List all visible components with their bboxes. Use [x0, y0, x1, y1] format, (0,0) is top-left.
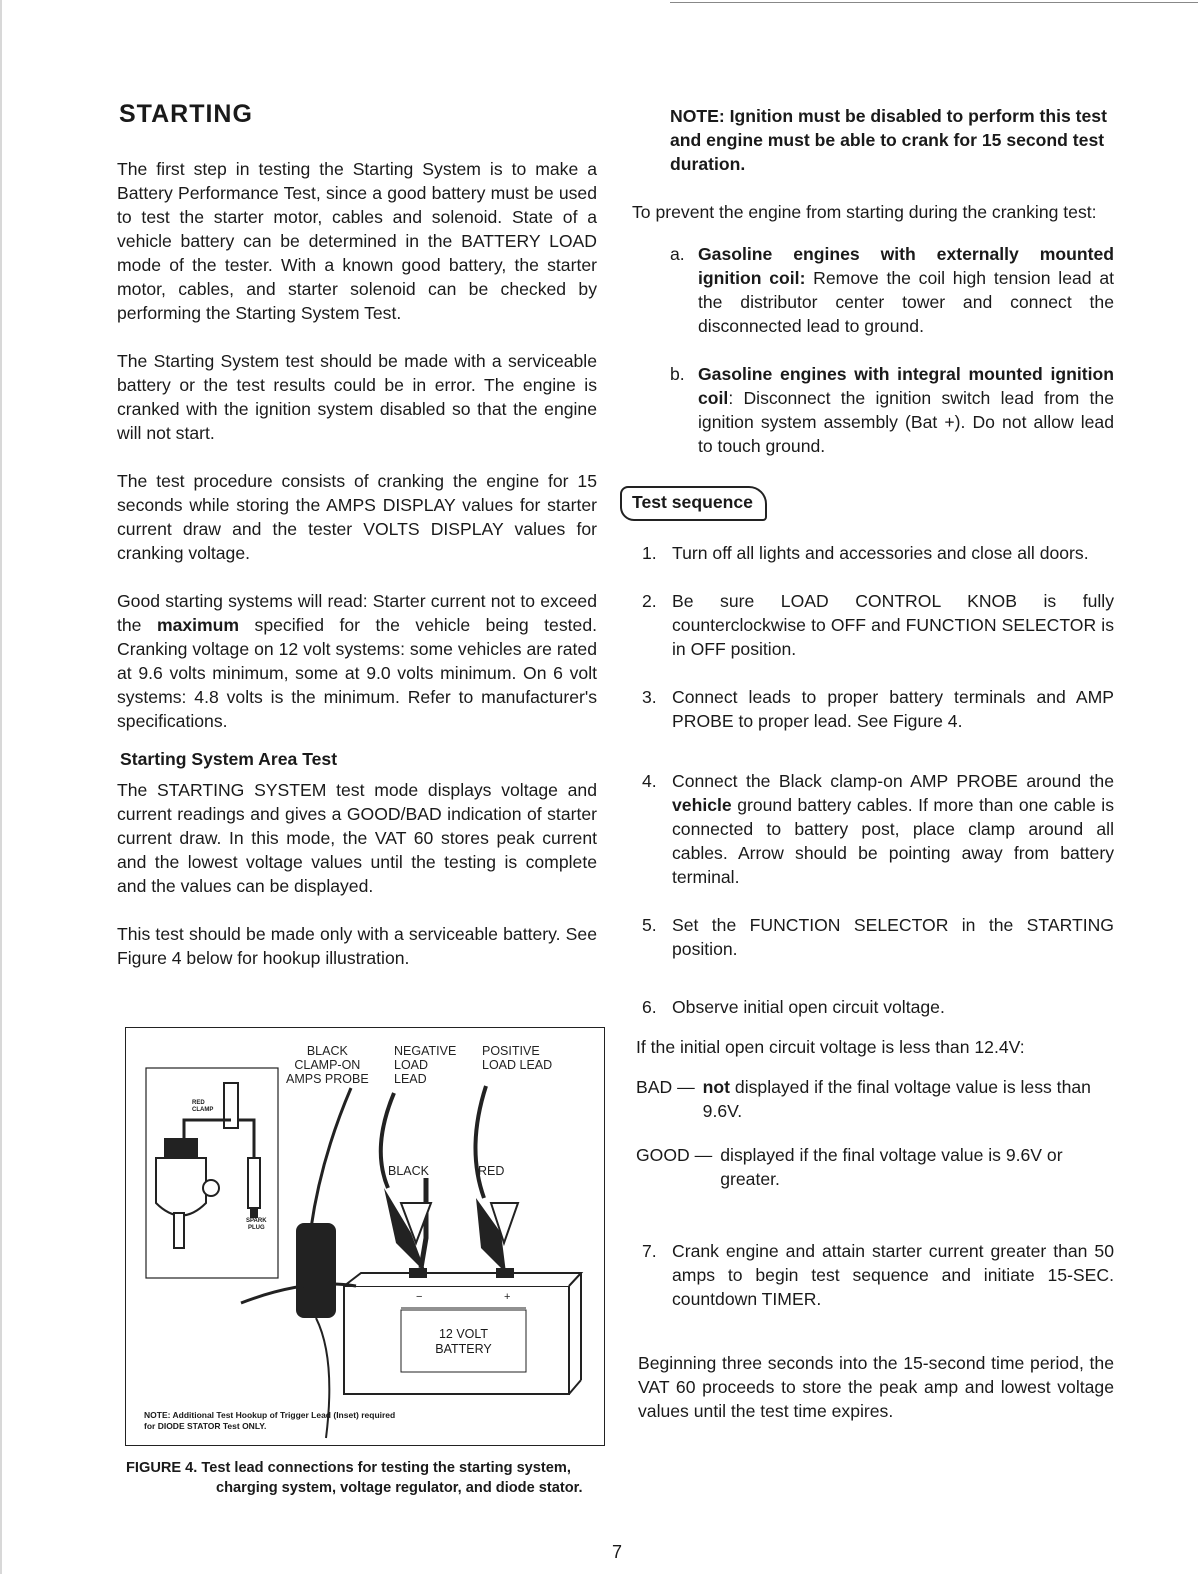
clamp-black-label: BLACK [388, 1164, 429, 1178]
intro-paragraph: The first step in testing the Starting System is to make a Battery Performance Test, since a good battery must be used to test the starter motor, cables and solenoid. State of a vehicle battery can be determined in the BATTERY LOAD mode of the tester. With a known good battery, the starter motor, cables, and starter solenoid can be checked by performing the Starting System Test. [117, 159, 597, 323]
bad-result: BAD — not displayed if the final voltage value is less than 9.6V. [636, 1077, 1091, 1121]
figure-note: NOTE: Additional Test Hookup of Trigger Lead (Inset) required for DIODE STATOR Test ONLY. [144, 1410, 396, 1431]
ignition-note: NOTE: Ignition must be disabled to perform this test and engine must be able to crank for 15 second test duration. [670, 106, 1107, 174]
spark-plug-icon [248, 1158, 260, 1208]
step-5: 5. Set the FUNCTION SELECTOR in the STARTING position. [642, 915, 1114, 959]
step-2: 2. Be sure LOAD CONTROL KNOB is fully counterclockwise to OFF and FUNCTION SELECTOR is in OFF position. [642, 591, 1114, 659]
step-6: 6. Observe initial open circuit voltage. [642, 997, 945, 1017]
figure-4-box [125, 1027, 605, 1446]
battery-plus-label: + [504, 1291, 511, 1303]
negative-lead-label: NEGATIVE LOAD LEAD [394, 1044, 457, 1086]
test-sequence-heading: Test sequence [620, 486, 767, 521]
hookup-paragraph: This test should be made only with a serviceable battery. See Figure 4 below for hookup illustration. [117, 924, 597, 968]
good-systems-paragraph: Good starting systems will read: Starter current not to exceed the maximum specified for the vehicle being tested. Cranking voltage on 12 volt systems: some vehicles are rated at 9.6 volts minimum, some at 9.0 volts minimum. On 6 volt systems: 4.8 volts is the minimum. Refer to manufacturer's specifications. [117, 591, 597, 731]
page-edge [0, 0, 2, 1574]
distributor-icon [156, 1158, 206, 1216]
clamp-red-label: RED [478, 1164, 505, 1178]
inset-spark-plug-label: SPARK PLUG [246, 1218, 267, 1231]
page-number: 7 [612, 1542, 623, 1562]
step-4: 4. Connect the Black clamp-on AMP PROBE around the vehicle ground battery cables. If more than one cable is connected to battery post, place clamp around all cables. Arrow should be pointing away from battery terminal. [642, 771, 1114, 887]
amp-probe-handle [296, 1223, 336, 1318]
step-3: 3. Connect leads to proper battery terminals and AMP PROBE to proper lead. See Figure 4. [642, 687, 1114, 731]
black-clamp-label: BLACK CLAMP-ON AMPS PROBE [286, 1044, 369, 1086]
serviceable-paragraph: The Starting System test should be made with a serviceable battery or the test results could be in error. The engine is cranked with the ignition system disabled so that the engine will not start. [117, 351, 597, 443]
right-column [632, 104, 1114, 1447]
step-1: 1. Turn off all lights and accessories and close all doors. [642, 543, 1089, 563]
procedure-paragraph: The test procedure consists of cranking the engine for 15 seconds while storing the AMPS DISPLAY values for starter current draw and the tester VOLTS DISPLAY values for cranking voltage. [117, 471, 597, 563]
hookup-illustration [126, 1028, 604, 1445]
maximum-emphasis: maximum [156, 615, 240, 635]
figure-caption: FIGURE 4. Test lead connections for testing the starting system, charging system, voltage regulator, and diode stator. [126, 1460, 583, 1496]
top-rule [670, 2, 1198, 3]
area-test-paragraph: The STARTING SYSTEM test mode displays voltage and current readings and gives a GOOD/BAD indication of starter current draw. In this mode, the VAT 60 stores peak current and the lowest voltage values until the testing is complete and the values can be displayed. [117, 780, 597, 896]
inset-red-clamp-label: RED CLAMP [192, 1100, 214, 1113]
positive-lead-label: POSITIVE LOAD LEAD [482, 1044, 553, 1072]
step-7: 7. Crank engine and attain starter current greater than 50 amps to begin test sequence and initiate 15-SEC. countdown TIMER. [642, 1241, 1114, 1309]
sub-item-b: b. Gasoline engines with integral mounted ignition coil: Disconnect the ignition switch lead from the ignition system assembly (Bat +). Do not allow lead to touch ground. [670, 364, 1114, 456]
battery-label: 12 VOLT BATTERY [435, 1327, 492, 1356]
voltage-condition: If the initial open circuit voltage is less than 12.4V: [636, 1037, 1025, 1057]
good-result: GOOD — displayed if the final voltage value is 9.6V or greater. [636, 1145, 1063, 1189]
area-test-heading: Starting System Area Test [120, 749, 338, 769]
section-title: STARTING [119, 100, 253, 128]
distributor-cap [164, 1138, 198, 1158]
sub-item-a: a. Gasoline engines with externally mounted ignition coil: Remove the coil high tension lead at the distributor center tower and connect the disconnected lead to ground. [670, 244, 1114, 336]
prevent-paragraph: To prevent the engine from starting during the cranking test: [632, 202, 1097, 222]
left-column [117, 100, 597, 994]
battery-minus-label: − [416, 1291, 423, 1303]
final-paragraph: Beginning three seconds into the 15-second time period, the VAT 60 proceeds to store the peak amp and lowest voltage values until the test time expires. [638, 1353, 1114, 1421]
